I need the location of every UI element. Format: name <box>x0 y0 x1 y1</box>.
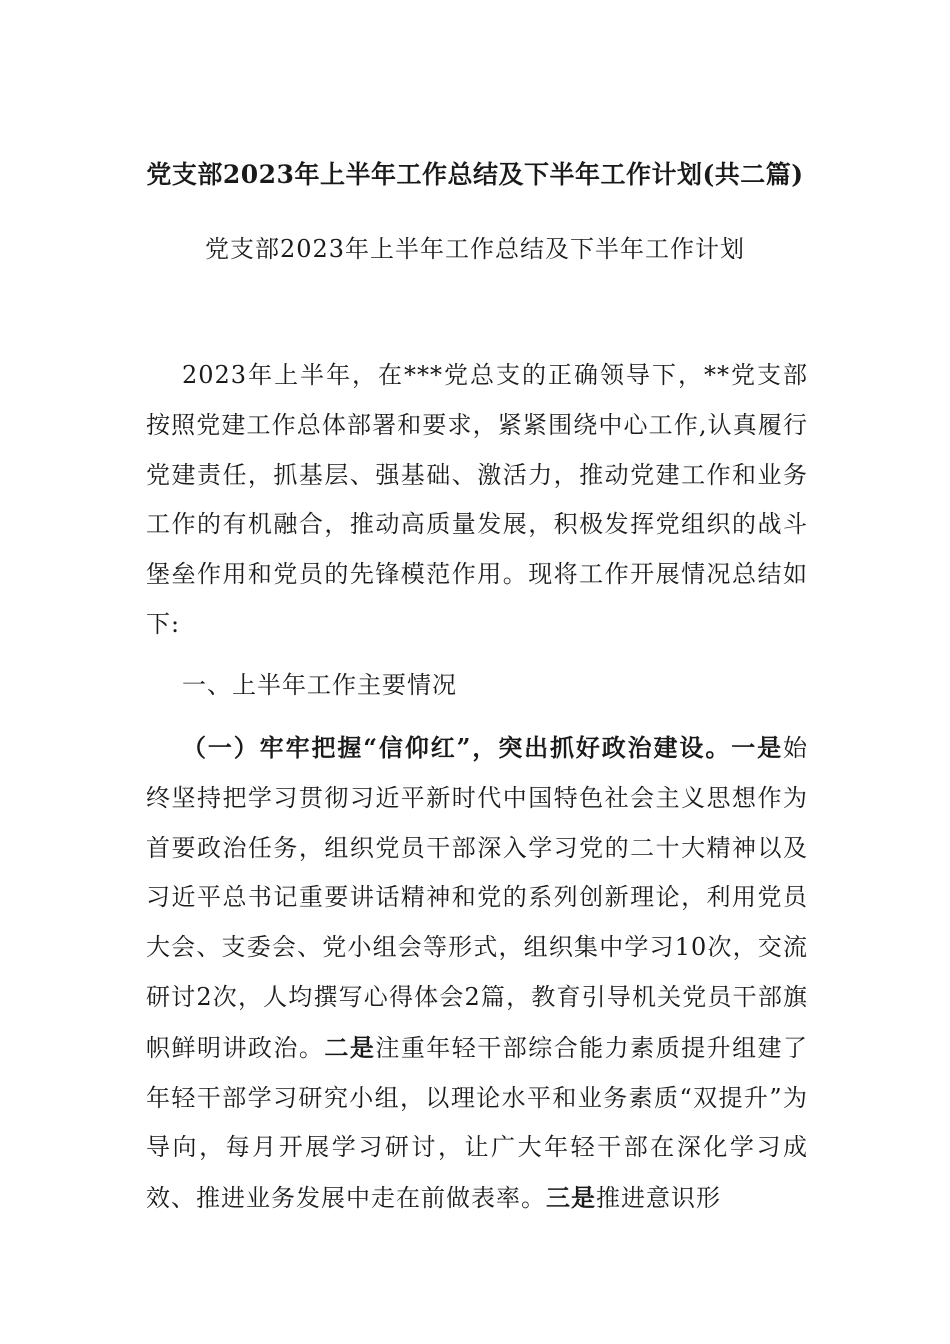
section-one-paragraph <box>146 723 808 1224</box>
section-heading: 一、上半年工作主要情况 <box>182 671 457 699</box>
point-three-text: 推进意识形 <box>596 1184 721 1213</box>
point-two-marker: 二是 <box>324 1032 376 1062</box>
point-three-marker: 三是 <box>546 1183 596 1213</box>
intro-paragraph: 2023年上半年，在***党总支的正确领导下，**党支部按照党建工作总体部署和要求，紧紧围绕中心工作,认真履行党建责任，抓基层、强基础、激活力，推动党建工作和业务工作的有机融合，推动高质量发展，积极发挥党组织的战斗堡垒作用和党员的先锋模范作用。现将工作开展情况总结如下: <box>146 361 808 638</box>
document-title: 党支部2023年上半年工作总结及下半年工作计划(共二篇) <box>146 160 804 189</box>
document-subtitle: 党支部2023年上半年工作总结及下半年工作计划 <box>204 235 746 263</box>
point-one-text: 始终坚持把学习贯彻习近平新时代中国特色社会主义思想作为首要政治任务，组织党员干部深入学习党的二十大精神以及习近平总书记重要讲话精神和党的系列创新理论，利用党员大会、支委会、党小组会等形式，组织集中学习10次，交流研讨2次，人均撰写心得体会2篇，教育引导机关党员干部旗帜鲜明讲政治。 <box>146 734 809 1062</box>
section-one-lead: （一）牢牢把握“信仰红”，突出抓好政治建设。 <box>182 733 732 762</box>
point-two-text: 注重年轻干部综合能力素质提升组建了年轻干部学习研究小组，以理论水平和业务素质“双提升”为导向，每月开展学习研讨，让广大年轻干部在深化学习成效、推进业务发展中走在前做表率。 <box>146 1033 809 1213</box>
point-one-marker: 一是 <box>731 733 784 762</box>
